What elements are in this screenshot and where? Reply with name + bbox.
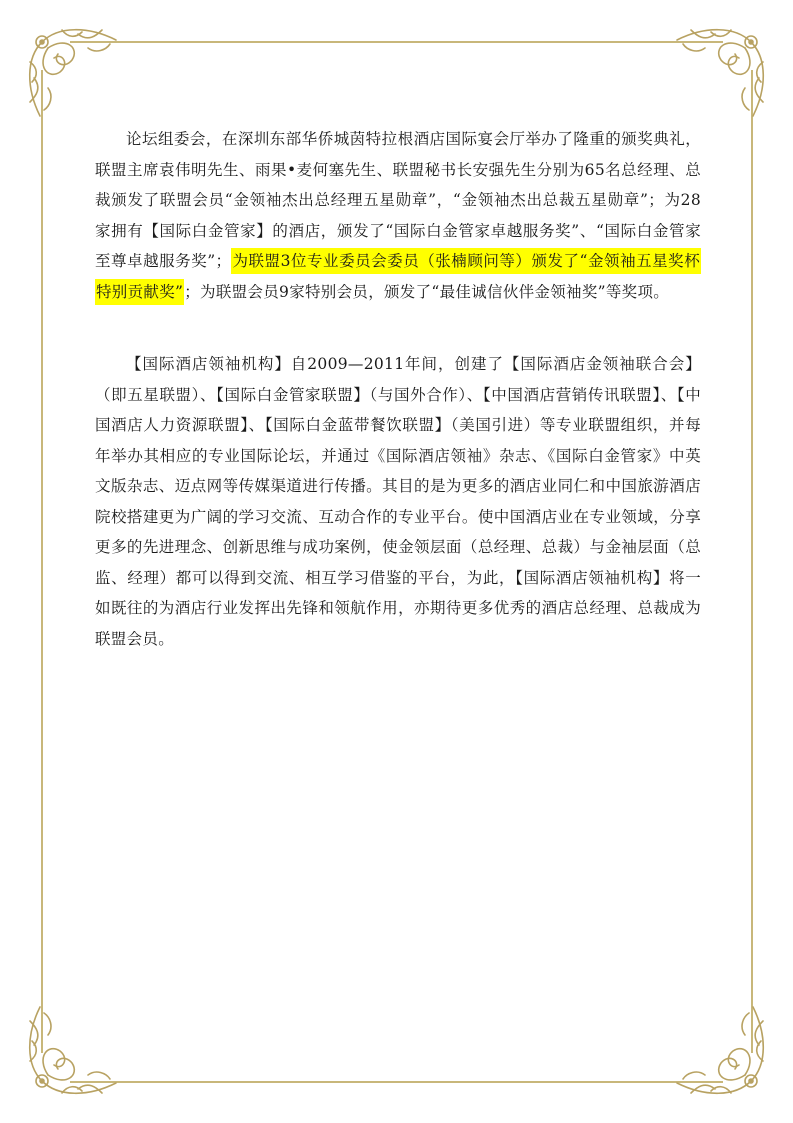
corner-ornament-icon (667, 997, 775, 1105)
paragraph-organization-intro: 【国际酒店领袖机构】自2009—2011年间，创建了【国际酒店金领袖联合会】（即五星联盟）、【国际白金管家联盟】（与国外合作）、【中国酒店营销传讯联盟】、【中国酒店人力资源联盟】、【国际白金蓝带餐饮联盟】（美国引进）等专业联盟组织，并每年举办其相应的专业国际论坛，并通过《国际酒店领袖》杂志、《国际白金管家》中英文版杂志、迈点网等传媒渠道进行传播。其目的是为更多的酒店业同仁和中国旅游酒店院校搭建更为广阔的学习交流、互动合作的专业平台。使中国酒店业在专业领域，分享更多的先进理念、创新思维与成功案例，使金领层面（总经理、总裁）与金袖层面（总监、经理）都可以得到交流、相互学习借鉴的平台，为此，【国际酒店领袖机构】将一如既往的为酒店行业发挥出先锋和领航作用，亦期待更多优秀的酒店总经理、总裁成为联盟会员。 (95, 355, 701, 648)
frame-border-bottom (70, 1081, 723, 1083)
corner-ornament-icon (18, 18, 126, 126)
frame-border-top (70, 41, 723, 43)
frame-border-left (41, 70, 43, 1053)
paragraph-text: 论坛组委会，在深圳东部华侨城茵特拉根酒店国际宴会厅举办了隆重的颁奖典礼，联盟主席袁伟明先生、雨果•麦何塞先生、联盟秘书长安强先生分别为65名总经理、总裁颁发了联盟会员“金领袖杰出总经理五星勋章”，“金领袖杰出总裁五星勋章”；为28家拥有【国际白金管家】的酒店，颁发了“国际白金管家卓越服务奖”、“国际白金管家至尊卓越服务奖”； (95, 130, 701, 270)
document-body (95, 124, 701, 654)
highlighted-text: 为联盟3位专业委员会委员（张楠顾问等）颁发了“金领袖五星奖杯特别贡献奖” (95, 248, 701, 305)
corner-ornament-icon (667, 18, 775, 126)
corner-ornament-icon (18, 997, 126, 1105)
frame-border-right (751, 70, 753, 1053)
paragraph-award-ceremony (95, 124, 701, 307)
paragraph-text: ；为联盟会员9家特别会员，颁发了“最佳诚信伙伴金领袖奖”等奖项。 (184, 282, 670, 301)
